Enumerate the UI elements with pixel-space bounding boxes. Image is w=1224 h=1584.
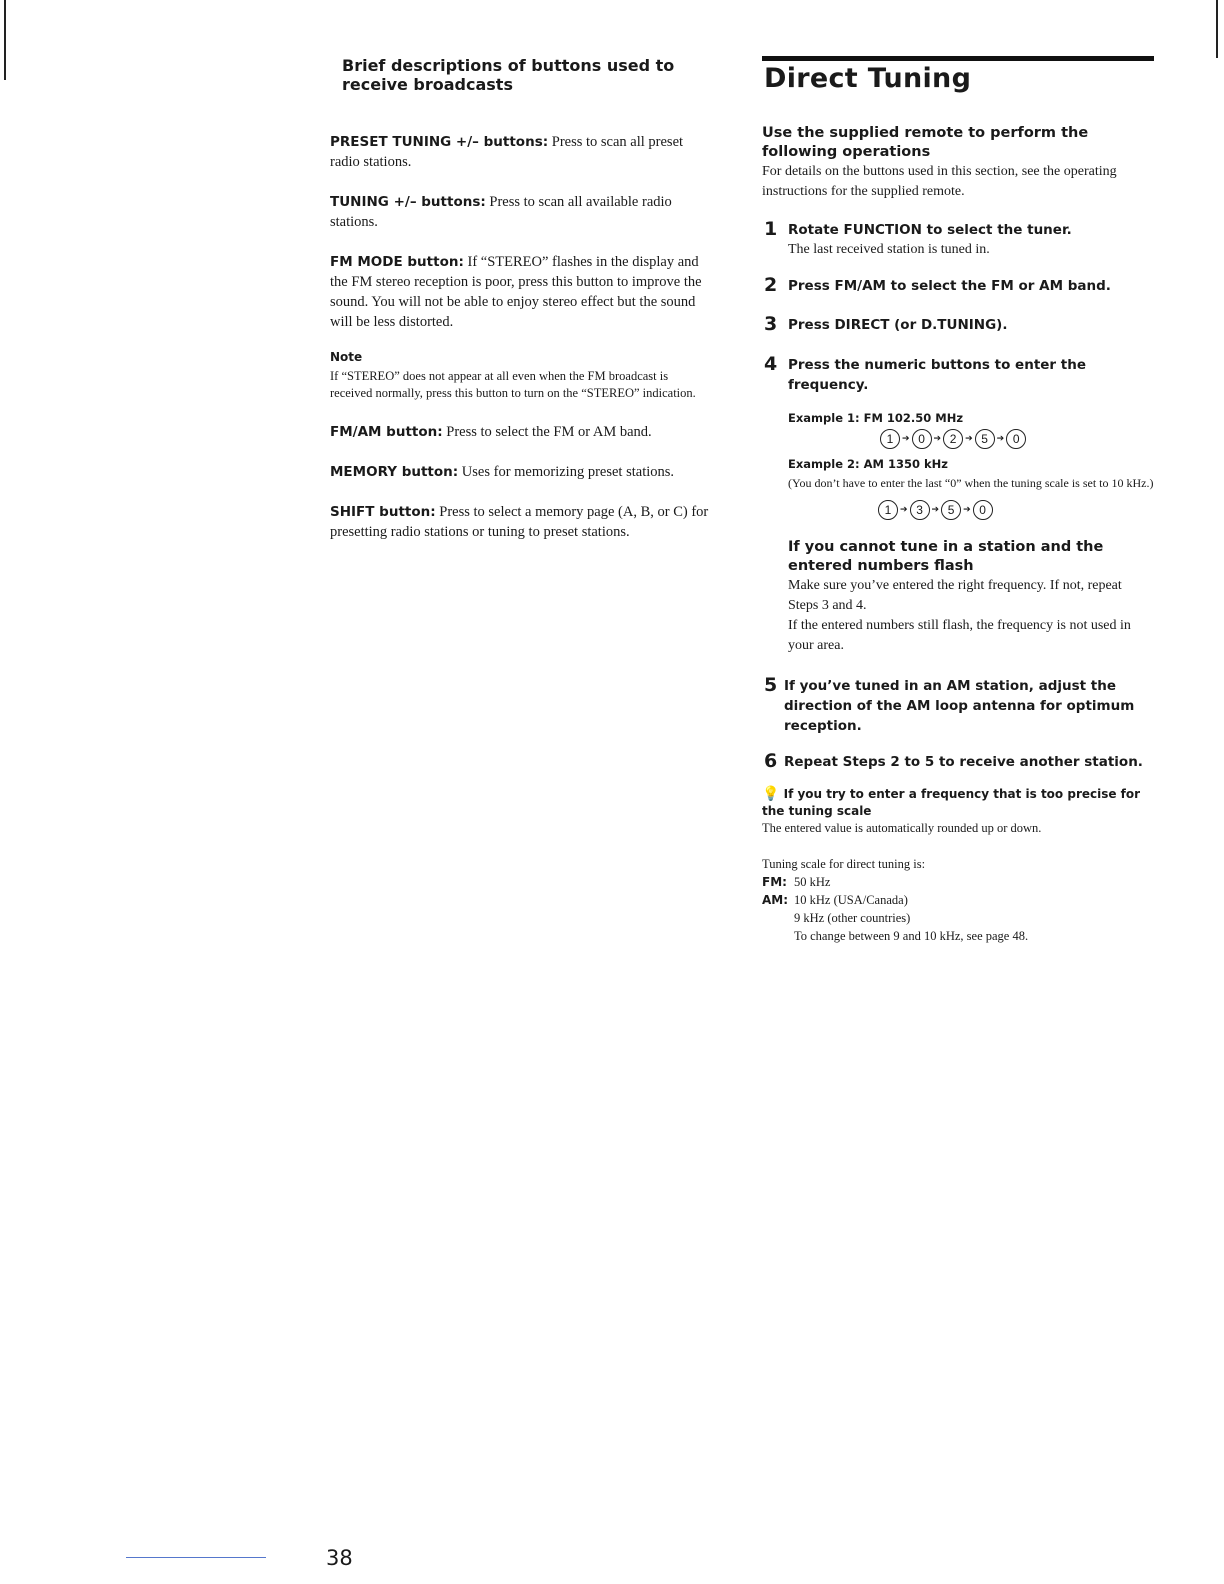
step-text: If you’ve tuned in an AM station, adjust the direction of the AM loop antenna for optimum reception. — [784, 678, 1135, 734]
tuning-desc — [330, 192, 710, 232]
step-number: 6 — [764, 750, 778, 772]
trouble-text-2: If the entered numbers still flash, the frequency is not used in your area. — [788, 618, 1131, 653]
fm-am-text: Press to select the FM or AM band. — [446, 424, 652, 440]
tuning-text: Press to scan all available radio stations. — [330, 194, 672, 230]
numeric-key-icon: 2 — [943, 429, 963, 449]
section-rule — [762, 56, 1154, 61]
preset-tuning-text: Press to scan all preset radio stations. — [330, 134, 684, 170]
fm-mode-desc — [330, 252, 710, 332]
preset-tuning-desc — [330, 132, 710, 172]
memory-text: Uses for memorizing preset stations. — [461, 464, 675, 480]
step-4 — [762, 355, 1154, 656]
trouble-heading: If you cannot tune in a station and the entered numbers flash — [788, 539, 1104, 574]
numeric-key-icon: 0 — [973, 500, 993, 520]
brief-descriptions-heading: Brief descriptions of buttons used to receive broadcasts — [342, 56, 675, 94]
numeric-key-icon: 0 — [912, 429, 932, 449]
shift-text: Press to select a memory page (A, B, or C) for presetting radio stations or tuning to preset stations. — [330, 504, 709, 540]
page-title: Direct Tuning — [764, 63, 972, 94]
memory-desc — [330, 462, 710, 482]
step-text: Press the numeric buttons to enter the frequency. — [788, 357, 1087, 393]
step-2 — [762, 276, 1154, 296]
fm-value: 50 kHz — [794, 875, 831, 889]
step-number: 2 — [764, 274, 778, 296]
step-number: 5 — [764, 674, 778, 696]
step-subtext: The last received station is tuned in. — [788, 242, 990, 257]
intro-text: For details on the buttons used in this section, see the operating instructions for the supplied remote. — [762, 164, 1117, 199]
example-2-sequence — [878, 500, 1154, 520]
step-text: Rotate FUNCTION to select the tuner. — [788, 222, 1072, 238]
arrow-icon: ➔ — [900, 505, 908, 515]
fm-am-label: FM/AM button: — [330, 424, 443, 440]
step-number: 1 — [764, 218, 778, 240]
fm-mode-label: FM MODE button: — [330, 254, 464, 270]
step-3 — [762, 315, 1154, 335]
scale-fm-row — [762, 873, 1154, 891]
tuning-label: TUNING +/– buttons: — [330, 194, 486, 210]
step-number: 4 — [764, 353, 778, 375]
arrow-icon: ➔ — [963, 505, 971, 515]
example-1-sequence — [880, 429, 1154, 449]
left-column — [330, 56, 710, 542]
numeric-key-icon: 5 — [941, 500, 961, 520]
scale-am-row — [762, 891, 1154, 909]
arrow-icon: ➔ — [931, 505, 940, 515]
tip-text: The entered value is automatically rounded up or down. — [762, 821, 1042, 835]
trouble-text-1: Make sure you’ve entered the right frequency. If not, repeat Steps 3 and 4. — [788, 578, 1122, 613]
step-number: 3 — [764, 313, 778, 335]
shift-desc — [330, 502, 710, 542]
arrow-icon: ➔ — [965, 434, 973, 444]
step-6 — [762, 752, 1154, 772]
note-heading: Note — [330, 350, 363, 364]
note-text: If “STEREO” does not appear at all even when the FM broadcast is received normally, press this button to turn on the “STEREO” indication. — [330, 369, 696, 400]
preset-tuning-label: PRESET TUNING +/– buttons: — [330, 134, 549, 150]
fm-mode-text: If “STEREO” flashes in the display and the FM stereo reception is poor, press this button to improve the sound. You will not be able to enjoy stereo effect but the sound will be less distorted. — [330, 254, 702, 330]
scan-edge-mark — [4, 0, 6, 80]
am-key: AM: — [762, 893, 789, 907]
am-value-3: To change between 9 and 10 kHz, see page 48. — [794, 929, 1029, 943]
page-number: 38 — [326, 1546, 353, 1570]
step-1 — [762, 220, 1154, 260]
numeric-key-icon: 1 — [880, 429, 900, 449]
step-5 — [762, 676, 1154, 736]
tip-heading-text: If you try to enter a frequency that is too precise for the tuning scale — [762, 787, 1141, 818]
operations-subheading: Use the supplied remote to perform the following operations — [762, 125, 1089, 160]
lightbulb-icon: 💡 — [762, 786, 780, 802]
example-1-label: Example 1: FM 102.50 MHz — [788, 411, 964, 425]
fm-am-desc — [330, 422, 710, 442]
step-text: Press FM/AM to select the FM or AM band. — [788, 278, 1111, 294]
tuning-scale-block — [762, 855, 1154, 945]
example-2-label: Example 2: AM 1350 kHz — [788, 457, 948, 471]
shift-label: SHIFT button: — [330, 504, 436, 520]
numeric-key-icon: 3 — [910, 500, 930, 520]
right-column — [762, 56, 1154, 945]
memory-label: MEMORY button: — [330, 464, 459, 480]
bottom-rule — [126, 1557, 266, 1558]
scan-edge-mark-right — [1216, 0, 1218, 58]
scale-intro: Tuning scale for direct tuning is: — [762, 857, 926, 871]
numeric-key-icon: 0 — [1006, 429, 1026, 449]
arrow-icon: ➔ — [902, 434, 910, 444]
am-value-1: 10 kHz (USA/Canada) — [794, 893, 908, 907]
numeric-key-icon: 5 — [975, 429, 995, 449]
tip-block — [762, 786, 1154, 837]
step-text: Repeat Steps 2 to 5 to receive another station. — [784, 754, 1143, 770]
step-text: Press DIRECT (or D.TUNING). — [788, 317, 1008, 333]
numeric-key-icon: 1 — [878, 500, 898, 520]
arrow-icon: ➔ — [996, 434, 1005, 444]
am-value-2: 9 kHz (other countries) — [794, 911, 911, 925]
tip-heading — [762, 786, 1154, 820]
fm-key: FM: — [762, 875, 787, 889]
arrow-icon: ➔ — [933, 434, 942, 444]
example-2-note: (You don’t have to enter the last “0” when the tuning scale is set to 10 kHz.) — [788, 476, 1154, 490]
